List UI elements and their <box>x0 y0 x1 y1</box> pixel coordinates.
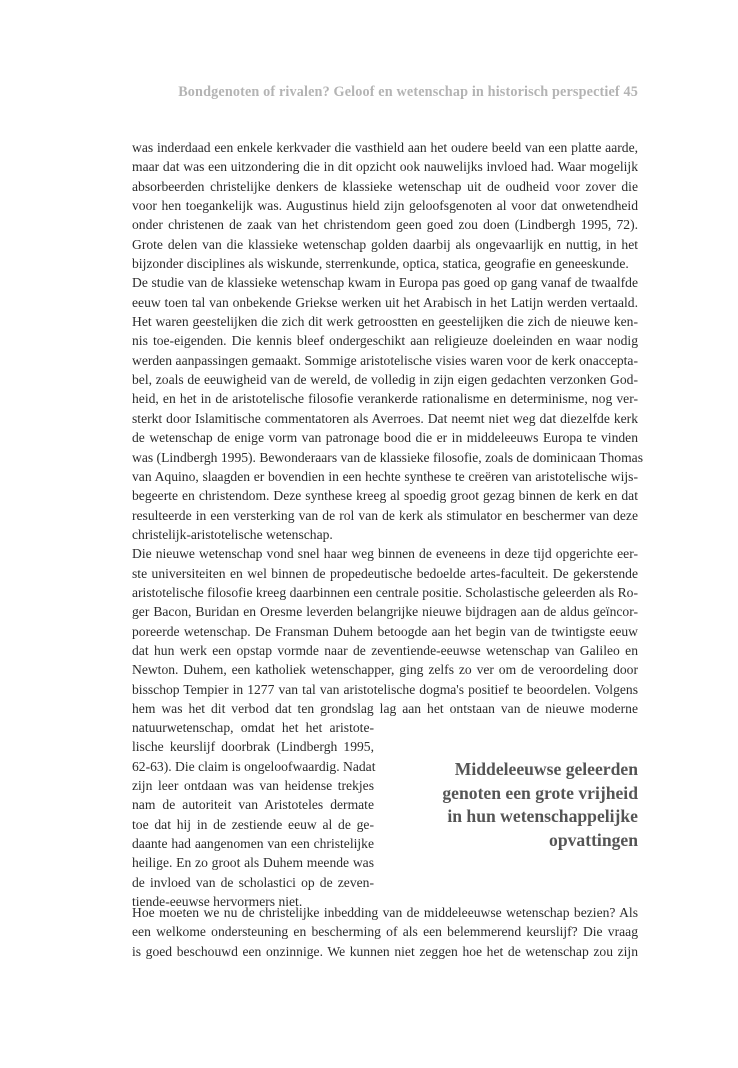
body-line: dat hun werk een opstap vormde naar de zeventiende-eeuwse wetenschap van Galileo en <box>132 642 638 658</box>
body-line: resulteerde in een versterking van de rol van de kerk als stimulator en beschermer van deze <box>132 507 638 523</box>
body-text <box>132 138 644 718</box>
body-line: de wetenschap de enige vorm van patronage bood die er in middeleeuws Europa te vinden <box>132 430 638 446</box>
body-line: nam de autoriteit van Aristoteles dermate <box>132 797 374 813</box>
body-line: hem was het dit verbod dat ten grondslag lag aan het ontstaan van de nieuwe moderne <box>132 700 638 716</box>
pull-quote-line: opvattingen <box>549 829 638 850</box>
body-line: tiende-eeuwse hervormers niet. <box>132 894 303 910</box>
body-line: zijn leer ontdaan was van heidense trekjes <box>132 778 374 794</box>
body-line: van Aquino, slaagden er bovendien in een hechte synthese te creëren van aristotelische wijs- <box>132 468 638 484</box>
body-line: christelijk-aristotelische wetenschap. <box>132 526 333 542</box>
body-line: toe dat hij in de zestiende eeuw al de ge- <box>132 816 374 832</box>
pull-quote-line: genoten een grote vrijheid <box>442 782 638 803</box>
pull-quote-line: in hun wetenschappelijke <box>447 806 638 826</box>
body-line: onder christenen de zaak van het christendom geen goed zou doen (Lindbergh 1995, 72). <box>132 217 638 233</box>
body-line: natuurwetenschap, omdat het het aristote- <box>132 720 374 735</box>
body-line: Hoe moeten we nu de christelijke inbedding van de middeleeuwse wetenschap bezien? Als <box>132 905 638 920</box>
running-head: Bondgenoten of rivalen? Geloof en wetenschap in historisch perspectief 45 <box>178 84 638 100</box>
body-line: sterkt door Islamitische commentatoren als Averroes. Dat neemt niet weg dat diezelfde kerk <box>132 410 638 426</box>
body-line: absorbeerden christelijke denkers de klassieke wetenschap uit de oudheid voor zover die <box>132 178 638 194</box>
body-line: werden aanpassingen gemaakt. Sommige aristotelische visies waren voor de kerk onaccepta- <box>132 352 638 368</box>
body-line: de invloed van de scholastici op de zeven- <box>132 874 374 890</box>
body-line: De studie van de klassieke wetenschap kwam in Europa pas goed op gang vanaf de twaalfde <box>132 275 638 291</box>
body-line: begeerte en christendom. Deze synthese kreeg al spoedig groot gezag binnen de kerk en dat <box>132 488 638 504</box>
body-line: daante had aangenomen van een christelijke <box>132 836 374 852</box>
body-line: poreerde wetenschap. De Fransman Duhem betoogde aan het begin van de twintigste eeuw <box>132 623 638 639</box>
body-line: was (Lindbergh 1995). Bewonderaars van de klassieke filosofie, zoals de dominicaan Thomas <box>132 449 644 465</box>
pull-quote <box>398 758 638 852</box>
body-line: 62-63). Die claim is ongeloofwaardig. Nadat <box>132 758 376 774</box>
body-line: Het waren geestelijken die zich dit werk getroostten en geestelijken die zich de nieuwe ken- <box>132 314 638 330</box>
body-line: heid, en het in de aristotelische filosofie verankerde rationalisme en determinisme, nog ver- <box>132 391 638 407</box>
body-line: Newton. Duhem, een katholiek wetenschapper, ging zelfs zo ver om de veroordeling door <box>132 662 638 678</box>
body-line: eeuw toen tal van onbekende Griekse werken uit het Arabisch in het Latijn werden vertaald. <box>132 294 638 310</box>
body-line: is goed beschouwd een onzinnige. We kunnen niet zeggen hoe het de wetenschap zou zijn <box>132 943 638 959</box>
body-line: Grote delen van die klassieke wetenschap golden daarbij als ongevaarlijk en nuttig, in het <box>132 236 638 252</box>
body-line: nis toe-eigenden. Die kennis bleef ondergeschikt aan religieuze doeleinden en waar nodig <box>132 333 638 349</box>
body-line: Die nieuwe wetenschap vond snel haar weg binnen de eveneens in deze tijd opgerichte eer- <box>132 546 638 562</box>
pull-quote-line: Middeleeuwse geleerden <box>454 759 638 779</box>
body-line: voor hen toegankelijk was. Augustinus hield zijn geloofsgenoten al voor dat onwetendheid <box>132 198 638 214</box>
body-line: bel, zoals de eeuwigheid van de wereld, de volledig in zijn eigen gedachten verzonken God- <box>132 372 638 388</box>
body-line: ste universiteiten en wel binnen de propedeutische bedoelde artes-faculteit. De gekerstende <box>132 565 638 581</box>
body-line: aristotelische filosofie kreeg daarbinnen een centrale positie. Scholastische geleerden als Ro- <box>132 584 638 600</box>
body-line: ger Bacon, Buridan en Oresme leverden belangrijke nieuwe bijdragen aan de aldus geïncor- <box>132 604 638 620</box>
body-line: was inderdaad een enkele kerkvader die vasthield aan het oudere beeld van een platte aarde, <box>132 140 638 155</box>
body-line: bijzonder disciplines als wiskunde, sterrenkunde, optica, statica, geografie en geneeskunde. <box>132 256 629 272</box>
body-line: lische keurslijf doorbrak (Lindbergh 1995, <box>132 739 374 755</box>
body-line: een welkome ondersteuning en bescherming of als een belemmerend keurslijf? Die vraag <box>132 924 638 940</box>
body-line: maar dat was een uitzondering die in dit opzicht ook nauwelijks invloed had. Waar mogelijk <box>132 159 638 175</box>
body-line: bisschop Tempier in 1277 van tal van aristotelische dogma's positief te beoordelen. Volgens <box>132 681 638 697</box>
tail-text <box>132 903 638 961</box>
body-line: heilige. En zo groot als Duhem meende was <box>132 855 374 871</box>
